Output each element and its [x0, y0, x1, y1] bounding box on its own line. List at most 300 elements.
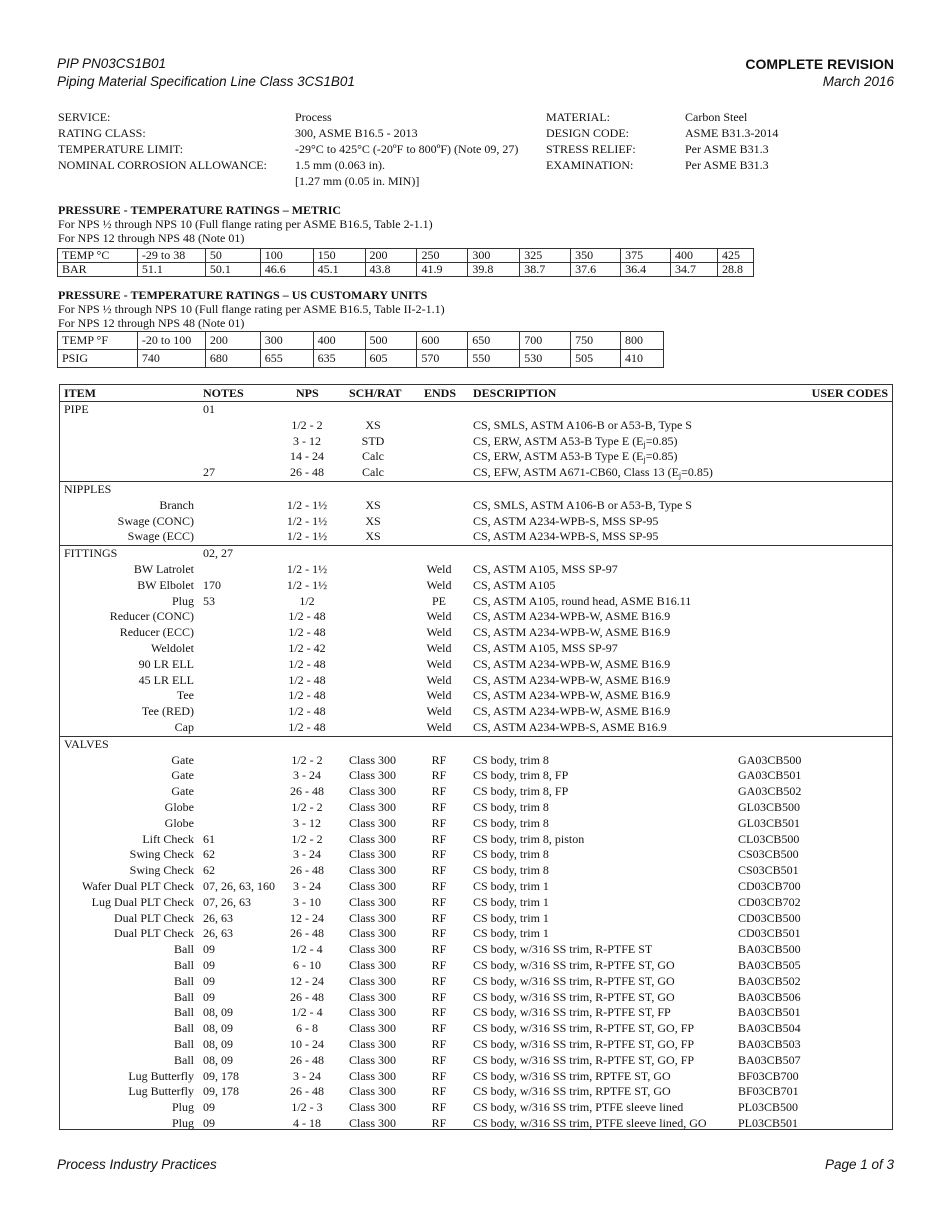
item-sch-rat: Class 300: [349, 879, 397, 893]
item-ends: RF: [431, 973, 447, 988]
info-value: Per ASME B31.3: [685, 158, 769, 172]
table-row: [60, 529, 892, 545]
item-name: Cap: [174, 720, 194, 734]
section-name: NIPPLES: [64, 482, 112, 496]
item-description: CS body, trim 8: [473, 800, 549, 814]
table-row: [60, 768, 892, 784]
item-sch-rat: Class 300: [349, 815, 397, 830]
pressure-cell: 39.8: [468, 263, 520, 277]
temperature-cell: 50: [205, 249, 260, 263]
table-row: [60, 847, 892, 863]
item-sch-rat: Class 300: [349, 973, 397, 988]
info-value: Process: [295, 110, 332, 124]
table-row: [60, 1021, 892, 1037]
item-nps: 1/2 - 4: [291, 1005, 323, 1020]
item-description: CS body, w/316 SS trim, R-PTFE ST, GO, FP: [473, 1052, 695, 1067]
item-ends: RF: [431, 926, 447, 941]
item-ends: RF: [431, 989, 447, 1004]
item-description: CS, ASTM A234-WPB-S, MSS SP-95: [473, 529, 659, 544]
info-value: ASME B31.3-2014: [685, 126, 779, 140]
item-nps: 12 - 24: [290, 910, 324, 925]
item-name: Gate: [171, 784, 194, 799]
pressure-cell: 38.7: [520, 263, 571, 277]
revision-status: COMPLETE REVISION: [745, 56, 894, 72]
item-ends: RF: [431, 784, 447, 799]
section-header-row: [60, 482, 892, 498]
table-row: [60, 594, 892, 610]
section-name: PIPE: [64, 402, 89, 416]
item-name: Lift Check: [142, 831, 194, 846]
pressure-cell: 28.8: [717, 263, 753, 277]
item-nps: 14 - 24: [290, 449, 324, 464]
metric-ratings-title: PRESSURE - TEMPERATURE RATINGS – METRIC: [58, 203, 342, 217]
item-name: Lug Butterfly: [128, 1068, 194, 1083]
temperature-cell: 300: [468, 249, 520, 263]
row-label: TEMP °C: [58, 249, 138, 263]
item-nps: 3 - 24: [293, 768, 321, 783]
item-name: Swing Check: [129, 847, 194, 862]
item-ends: RF: [431, 942, 447, 957]
item-description: CS body, trim 8: [473, 847, 549, 862]
row-label: TEMP °F: [58, 332, 138, 350]
item-name: Dual PLT Check: [114, 910, 194, 925]
table-row: [60, 641, 892, 657]
info-value: Per ASME B31.3: [685, 142, 769, 156]
item-ends: Weld: [426, 720, 452, 734]
item-description: CS body, w/316 SS trim, RPTFE ST, GO: [473, 1084, 671, 1099]
item-sch-rat: Class 300: [349, 910, 397, 925]
item-nps: 3 - 24: [293, 847, 321, 862]
pressure-cell: 605: [365, 350, 417, 368]
item-description: CS body, trim 8: [473, 863, 549, 878]
item-description: CS body, w/316 SS trim, PTFE sleeve lined: [473, 1100, 684, 1115]
item-user-code: BA03CB503: [738, 1037, 801, 1051]
item-description: CS body, w/316 SS trim, RPTFE ST, GO: [473, 1068, 671, 1083]
item-notes: 62: [203, 847, 215, 862]
pressure-cell: 505: [571, 350, 621, 368]
table-row: [60, 974, 892, 990]
info-value: [1.27 mm (0.05 in. MIN)]: [295, 174, 420, 188]
item-ends: RF: [431, 1116, 447, 1130]
item-ends: RF: [431, 831, 447, 846]
item-description: CS, ASTM A105: [473, 577, 556, 592]
info-label: TEMPERATURE LIMIT:: [58, 142, 184, 156]
item-description: CS, SMLS, ASTM A106-B or A53-B, Type S: [473, 417, 692, 432]
us-temp-row: [58, 332, 664, 350]
item-nps: 1/2 - 48: [288, 688, 326, 703]
item-description: CS body, trim 8, FP: [473, 768, 569, 783]
temperature-cell: 250: [417, 249, 468, 263]
table-row: [60, 911, 892, 927]
item-nps: 1/2 - 4: [291, 942, 323, 957]
item-nps: 1/2 - 48: [288, 720, 326, 734]
item-description: CS body, trim 8, FP: [473, 784, 569, 799]
item-notes: 26, 63: [203, 910, 233, 925]
metric-note-1: For NPS ½ through NPS 10 (Full flange rating per ASME B16.5, Table 2-1.1): [58, 217, 433, 231]
material-labels: [546, 109, 636, 173]
item-nps: 6 - 10: [293, 958, 321, 972]
pressure-cell: 50.1: [205, 263, 260, 277]
item-ends: RF: [431, 768, 447, 783]
temperature-cell: 100: [260, 249, 313, 263]
col-header-nps: NPS: [296, 386, 319, 400]
item-user-code: CD03CB702: [738, 894, 801, 909]
item-description: CS, ASTM A234-WPB-S, MSS SP-95: [473, 513, 659, 528]
info-label: DESIGN CODE:: [546, 126, 629, 140]
item-description: CS, ASTM A105, MSS SP-97: [473, 562, 618, 576]
item-user-code: PL03CB501: [738, 1116, 799, 1130]
row-label: PSIG: [58, 350, 138, 368]
info-label: STRESS RELIEF:: [546, 142, 636, 156]
item-sch-rat: Class 300: [349, 1052, 397, 1067]
table-row: [60, 863, 892, 879]
table-row: [60, 832, 892, 848]
item-sch-rat: Class 300: [349, 1084, 397, 1099]
us-ratings-title: PRESSURE - TEMPERATURE RATINGS – US CUSTOMARY UNITS: [58, 288, 428, 302]
item-nps: 26 - 48: [290, 1084, 324, 1099]
item-description: CS, ASTM A234-WPB-S, ASME B16.9: [473, 720, 667, 734]
table-row: [60, 958, 892, 974]
item-description: CS body, w/316 SS trim, R-PTFE ST, GO: [473, 973, 675, 988]
item-description: CS body, w/316 SS trim, PTFE sleeve lined, GO: [473, 1116, 707, 1130]
table-row: [60, 926, 892, 942]
item-description: CS body, w/316 SS trim, R-PTFE ST, GO: [473, 958, 675, 972]
footer-organization: Process Industry Practices: [57, 1157, 217, 1172]
item-name: Swing Check: [129, 863, 194, 878]
item-name: 90 LR ELL: [138, 656, 194, 671]
section-notes: 02, 27: [203, 546, 233, 561]
item-nps: 3 - 24: [293, 1068, 321, 1083]
pressure-cell: 34.7: [671, 263, 718, 277]
table-row: [60, 434, 892, 450]
table-row: [60, 514, 892, 530]
item-user-code: CD03CB500: [738, 910, 801, 925]
item-notes: 08, 09: [203, 1021, 233, 1036]
table-row: [60, 465, 892, 481]
metric-note-2: For NPS 12 through NPS 48 (Note 01): [58, 231, 245, 245]
item-nps: 26 - 48: [290, 926, 324, 941]
us-note-2: For NPS 12 through NPS 48 (Note 01): [58, 316, 245, 330]
pressure-cell: 41.9: [417, 263, 468, 277]
table-row: [60, 1116, 892, 1132]
section-name: VALVES: [64, 736, 109, 751]
document-title: Piping Material Specification Line Class 3CS1B01: [57, 74, 355, 89]
pressure-cell: 45.1: [313, 263, 365, 277]
col-header-notes: NOTES: [203, 386, 244, 400]
temperature-cell: 400: [313, 332, 365, 350]
item-ends: RF: [431, 1005, 447, 1020]
table-row: [60, 720, 892, 736]
item-ends: RF: [431, 1068, 447, 1083]
item-description: CS, ASTM A234-WPB-W, ASME B16.9: [473, 704, 671, 719]
table-row: [60, 942, 892, 958]
item-sch-rat: Calc: [362, 465, 384, 480]
item-sch-rat: Class 300: [349, 942, 397, 957]
item-ends: RF: [431, 910, 447, 925]
us-pressure-row: [58, 350, 664, 368]
info-value: 1.5 mm (0.063 in).: [295, 158, 385, 172]
item-nps: 12 - 24: [290, 973, 324, 988]
info-value: -29°C to 425°C (-20ºF to 800ºF) (Note 09, 27): [295, 142, 519, 156]
item-ends: RF: [431, 894, 447, 909]
item-description: CS, ASTM A234-WPB-W, ASME B16.9: [473, 656, 671, 671]
table-row: [60, 990, 892, 1006]
item-nps: 26 - 48: [290, 465, 324, 480]
item-user-code: CL03CB500: [738, 831, 800, 846]
item-description: CS body, w/316 SS trim, R-PTFE ST, GO, FP: [473, 1021, 695, 1036]
item-sch-rat: Class 300: [349, 1021, 397, 1036]
item-name: Gate: [171, 752, 194, 767]
item-user-code: CD03CB700: [738, 879, 801, 893]
spec-table-header: [60, 385, 892, 402]
item-sch-rat: Class 300: [349, 847, 397, 862]
temperature-cell: 300: [260, 332, 313, 350]
item-nps: 10 - 24: [290, 1037, 324, 1051]
row-label: BAR: [58, 263, 138, 277]
item-description: CS, ASTM A105, round head, ASME B16.11: [473, 593, 692, 608]
item-user-code: BA03CB505: [738, 958, 801, 972]
item-ends: Weld: [426, 625, 452, 640]
table-row: [60, 753, 892, 769]
section-header-row: [60, 546, 892, 562]
item-sch-rat: Class 300: [349, 989, 397, 1004]
col-header-sch-rat: SCH/RAT: [349, 386, 402, 400]
info-value: 300, ASME B16.5 - 2013: [295, 126, 418, 140]
item-ends: RF: [431, 1021, 447, 1036]
temperature-cell: 200: [365, 249, 417, 263]
item-name: Globe: [164, 815, 194, 830]
item-user-code: BA03CB501: [738, 1005, 801, 1020]
item-nps: 1/2 - 2: [291, 752, 323, 767]
metric-temp-row: [58, 249, 754, 263]
table-row: [60, 449, 892, 465]
item-description: CS, ASTM A105, MSS SP-97: [473, 641, 618, 655]
table-row: [60, 879, 892, 895]
col-header-ends: ENDS: [424, 386, 457, 400]
item-user-code: CS03CB501: [738, 863, 799, 878]
item-sch-rat: Class 300: [349, 768, 397, 783]
info-value: Carbon Steel: [685, 110, 748, 124]
item-name: Swage (CONC): [117, 513, 194, 528]
item-sch-rat: Class 300: [349, 1005, 397, 1020]
pressure-cell: 550: [468, 350, 520, 368]
item-sch-rat: Class 300: [349, 752, 397, 767]
info-label: RATING CLASS:: [58, 126, 146, 140]
item-ends: RF: [431, 815, 447, 830]
item-name: Tee: [176, 688, 194, 703]
item-sch-rat: Class 300: [349, 1037, 397, 1051]
item-nps: 3 - 12: [293, 433, 321, 448]
item-nps: 1/2 - 48: [288, 656, 326, 671]
item-notes: 170: [203, 577, 221, 592]
item-nps: 6 - 8: [296, 1021, 318, 1036]
item-user-code: BA03CB504: [738, 1021, 801, 1036]
item-user-code: CS03CB500: [738, 847, 799, 862]
item-nps: 26 - 48: [290, 863, 324, 878]
section-header-row: [60, 737, 892, 753]
item-ends: Weld: [426, 672, 452, 687]
item-notes: 08, 09: [203, 1052, 233, 1067]
item-user-code: BA03CB507: [738, 1052, 801, 1067]
item-ends: RF: [431, 800, 447, 814]
item-name: Ball: [174, 1037, 194, 1051]
item-notes: 27: [203, 465, 215, 480]
item-user-code: BF03CB700: [738, 1068, 799, 1083]
item-user-code: BA03CB506: [738, 989, 801, 1004]
info-label: SERVICE:: [58, 110, 111, 124]
table-row: [60, 1005, 892, 1021]
item-description: CS body, trim 8: [473, 752, 549, 767]
item-name: Ball: [174, 1005, 194, 1020]
item-nps: 1/2 - 48: [288, 672, 326, 687]
item-description: CS, ERW, ASTM A53-B Type E $(E_j=0.85)$: [473, 449, 678, 465]
pressure-cell: 680: [205, 350, 260, 368]
table-row: [60, 784, 892, 800]
item-ends: RF: [431, 1052, 447, 1067]
item-sch-rat: Class 300: [349, 784, 397, 799]
item-name: Ball: [174, 1052, 194, 1067]
item-description: CS, ASTM A234-WPB-W, ASME B16.9: [473, 609, 671, 624]
item-user-code: BF03CB701: [738, 1084, 799, 1099]
item-sch-rat: Class 300: [349, 894, 397, 909]
item-notes: 08, 09: [203, 1037, 233, 1051]
pressure-cell: 410: [620, 350, 663, 368]
table-row: [60, 1037, 892, 1053]
item-nps: 3 - 12: [293, 815, 321, 830]
temperature-cell: 325: [520, 249, 571, 263]
item-ends: Weld: [426, 562, 452, 576]
item-description: CS body, trim 8, piston: [473, 831, 585, 846]
item-notes: 53: [203, 593, 215, 608]
item-ends: RF: [431, 958, 447, 972]
item-nps: 1/2 - 48: [288, 704, 326, 719]
item-ends: RF: [431, 1100, 447, 1115]
item-description: CS body, trim 1: [473, 894, 549, 909]
temperature-cell: 700: [520, 332, 571, 350]
item-nps: 26 - 48: [290, 989, 324, 1004]
pressure-cell: 530: [520, 350, 571, 368]
item-description: CS body, trim 1: [473, 910, 549, 925]
table-row: [60, 688, 892, 704]
service-values: [295, 109, 518, 189]
item-notes: 62: [203, 863, 215, 878]
item-sch-rat: Class 300: [349, 831, 397, 846]
table-row: [60, 1069, 892, 1085]
pressure-cell: 570: [417, 350, 468, 368]
item-nps: 1/2 - 42: [288, 641, 326, 655]
info-label: MATERIAL:: [546, 110, 610, 124]
col-header-description: DESCRIPTION: [473, 386, 557, 400]
temperature-cell: 800: [620, 332, 663, 350]
item-description: CS body, trim 1: [473, 879, 549, 893]
section-header-row: [60, 402, 892, 418]
col-header-user-codes: USER CODES: [811, 386, 888, 400]
item-description: CS body, w/316 SS trim, R-PTFE ST: [473, 942, 653, 957]
pressure-cell: 37.6: [571, 263, 621, 277]
item-nps: 3 - 10: [293, 894, 321, 909]
temperature-cell: 750: [571, 332, 621, 350]
item-notes: 09: [203, 1116, 215, 1130]
pressure-cell: 46.6: [260, 263, 313, 277]
temperature-cell: 650: [468, 332, 520, 350]
info-label: EXAMINATION:: [546, 158, 634, 172]
item-notes: 61: [203, 831, 215, 846]
item-name: Globe: [164, 800, 194, 814]
item-sch-rat: Class 300: [349, 926, 397, 941]
table-row: [60, 895, 892, 911]
item-notes: 09, 178: [203, 1068, 239, 1083]
item-sch-rat: XS: [365, 513, 381, 528]
item-description: CS, ASTM A234-WPB-W, ASME B16.9: [473, 672, 671, 687]
item-description: CS, SMLS, ASTM A106-B or A53-B, Type S: [473, 497, 692, 512]
temperature-cell: 150: [313, 249, 365, 263]
item-nps: 3 - 24: [293, 879, 321, 893]
item-user-code: GA03CB500: [738, 752, 802, 767]
item-sch-rat: STD: [361, 433, 385, 448]
item-description: CS, ASTM A234-WPB-W, ASME B16.9: [473, 688, 671, 703]
item-notes: 09: [203, 1100, 215, 1115]
table-row: [60, 1100, 892, 1116]
item-description: CS, EFW, ASTM A671-CB60, Class 13 $(E_j=0.85)$: [473, 465, 713, 481]
pressure-cell: 740: [137, 350, 205, 368]
item-name: Gate: [171, 768, 194, 783]
item-notes: 08, 09: [203, 1005, 233, 1020]
item-name: Swage (ECC): [127, 529, 194, 544]
item-notes: 07, 26, 63, 160: [203, 879, 275, 893]
section-notes: 01: [203, 402, 215, 416]
item-description: CS, ERW, ASTM A53-B Type E $(E_j=0.85)$: [473, 433, 678, 449]
item-name: Ball: [174, 973, 194, 988]
item-name: Lug Butterfly: [128, 1084, 194, 1099]
temperature-cell: 375: [621, 249, 671, 263]
item-name: Plug: [171, 1116, 194, 1130]
document-id: PIP PN03CS1B01: [57, 56, 167, 71]
item-name: Lug Dual PLT Check: [91, 894, 194, 909]
item-sch-rat: XS: [365, 417, 381, 432]
item-description: CS, ASTM A234-WPB-W, ASME B16.9: [473, 625, 671, 640]
pressure-cell: 43.8: [365, 263, 417, 277]
item-user-code: GA03CB502: [738, 784, 802, 799]
revision-date: March 2016: [822, 74, 894, 89]
item-notes: 07, 26, 63: [203, 894, 251, 909]
item-nps: 1/2 - 3: [291, 1100, 323, 1115]
item-name: Reducer (CONC): [109, 609, 194, 624]
item-nps: 1/2 - 1½: [286, 562, 328, 576]
item-name: Ball: [174, 942, 194, 957]
item-sch-rat: XS: [365, 529, 381, 544]
item-description: CS body, w/316 SS trim, R-PTFE ST, GO: [473, 989, 675, 1004]
temperature-cell: -29 to 38: [137, 249, 205, 263]
item-notes: 09: [203, 942, 215, 957]
item-notes: 09: [203, 989, 215, 1004]
item-name: Ball: [174, 1021, 194, 1036]
item-user-code: BA03CB502: [738, 973, 801, 988]
item-nps: 4 - 18: [293, 1116, 321, 1130]
table-row: [60, 609, 892, 625]
item-name: Plug: [171, 1100, 194, 1115]
item-name: Ball: [174, 958, 194, 972]
table-row: [60, 800, 892, 816]
pressure-cell: 635: [313, 350, 365, 368]
item-ends: RF: [431, 879, 447, 893]
item-sch-rat: Calc: [362, 449, 384, 464]
table-row: [60, 562, 892, 578]
item-nps: 1/2 - 48: [288, 625, 326, 640]
item-user-code: PL03CB500: [738, 1100, 799, 1115]
info-label: NOMINAL CORROSION ALLOWANCE:: [58, 158, 267, 172]
temperature-cell: 400: [671, 249, 718, 263]
temperature-cell: 200: [205, 332, 260, 350]
